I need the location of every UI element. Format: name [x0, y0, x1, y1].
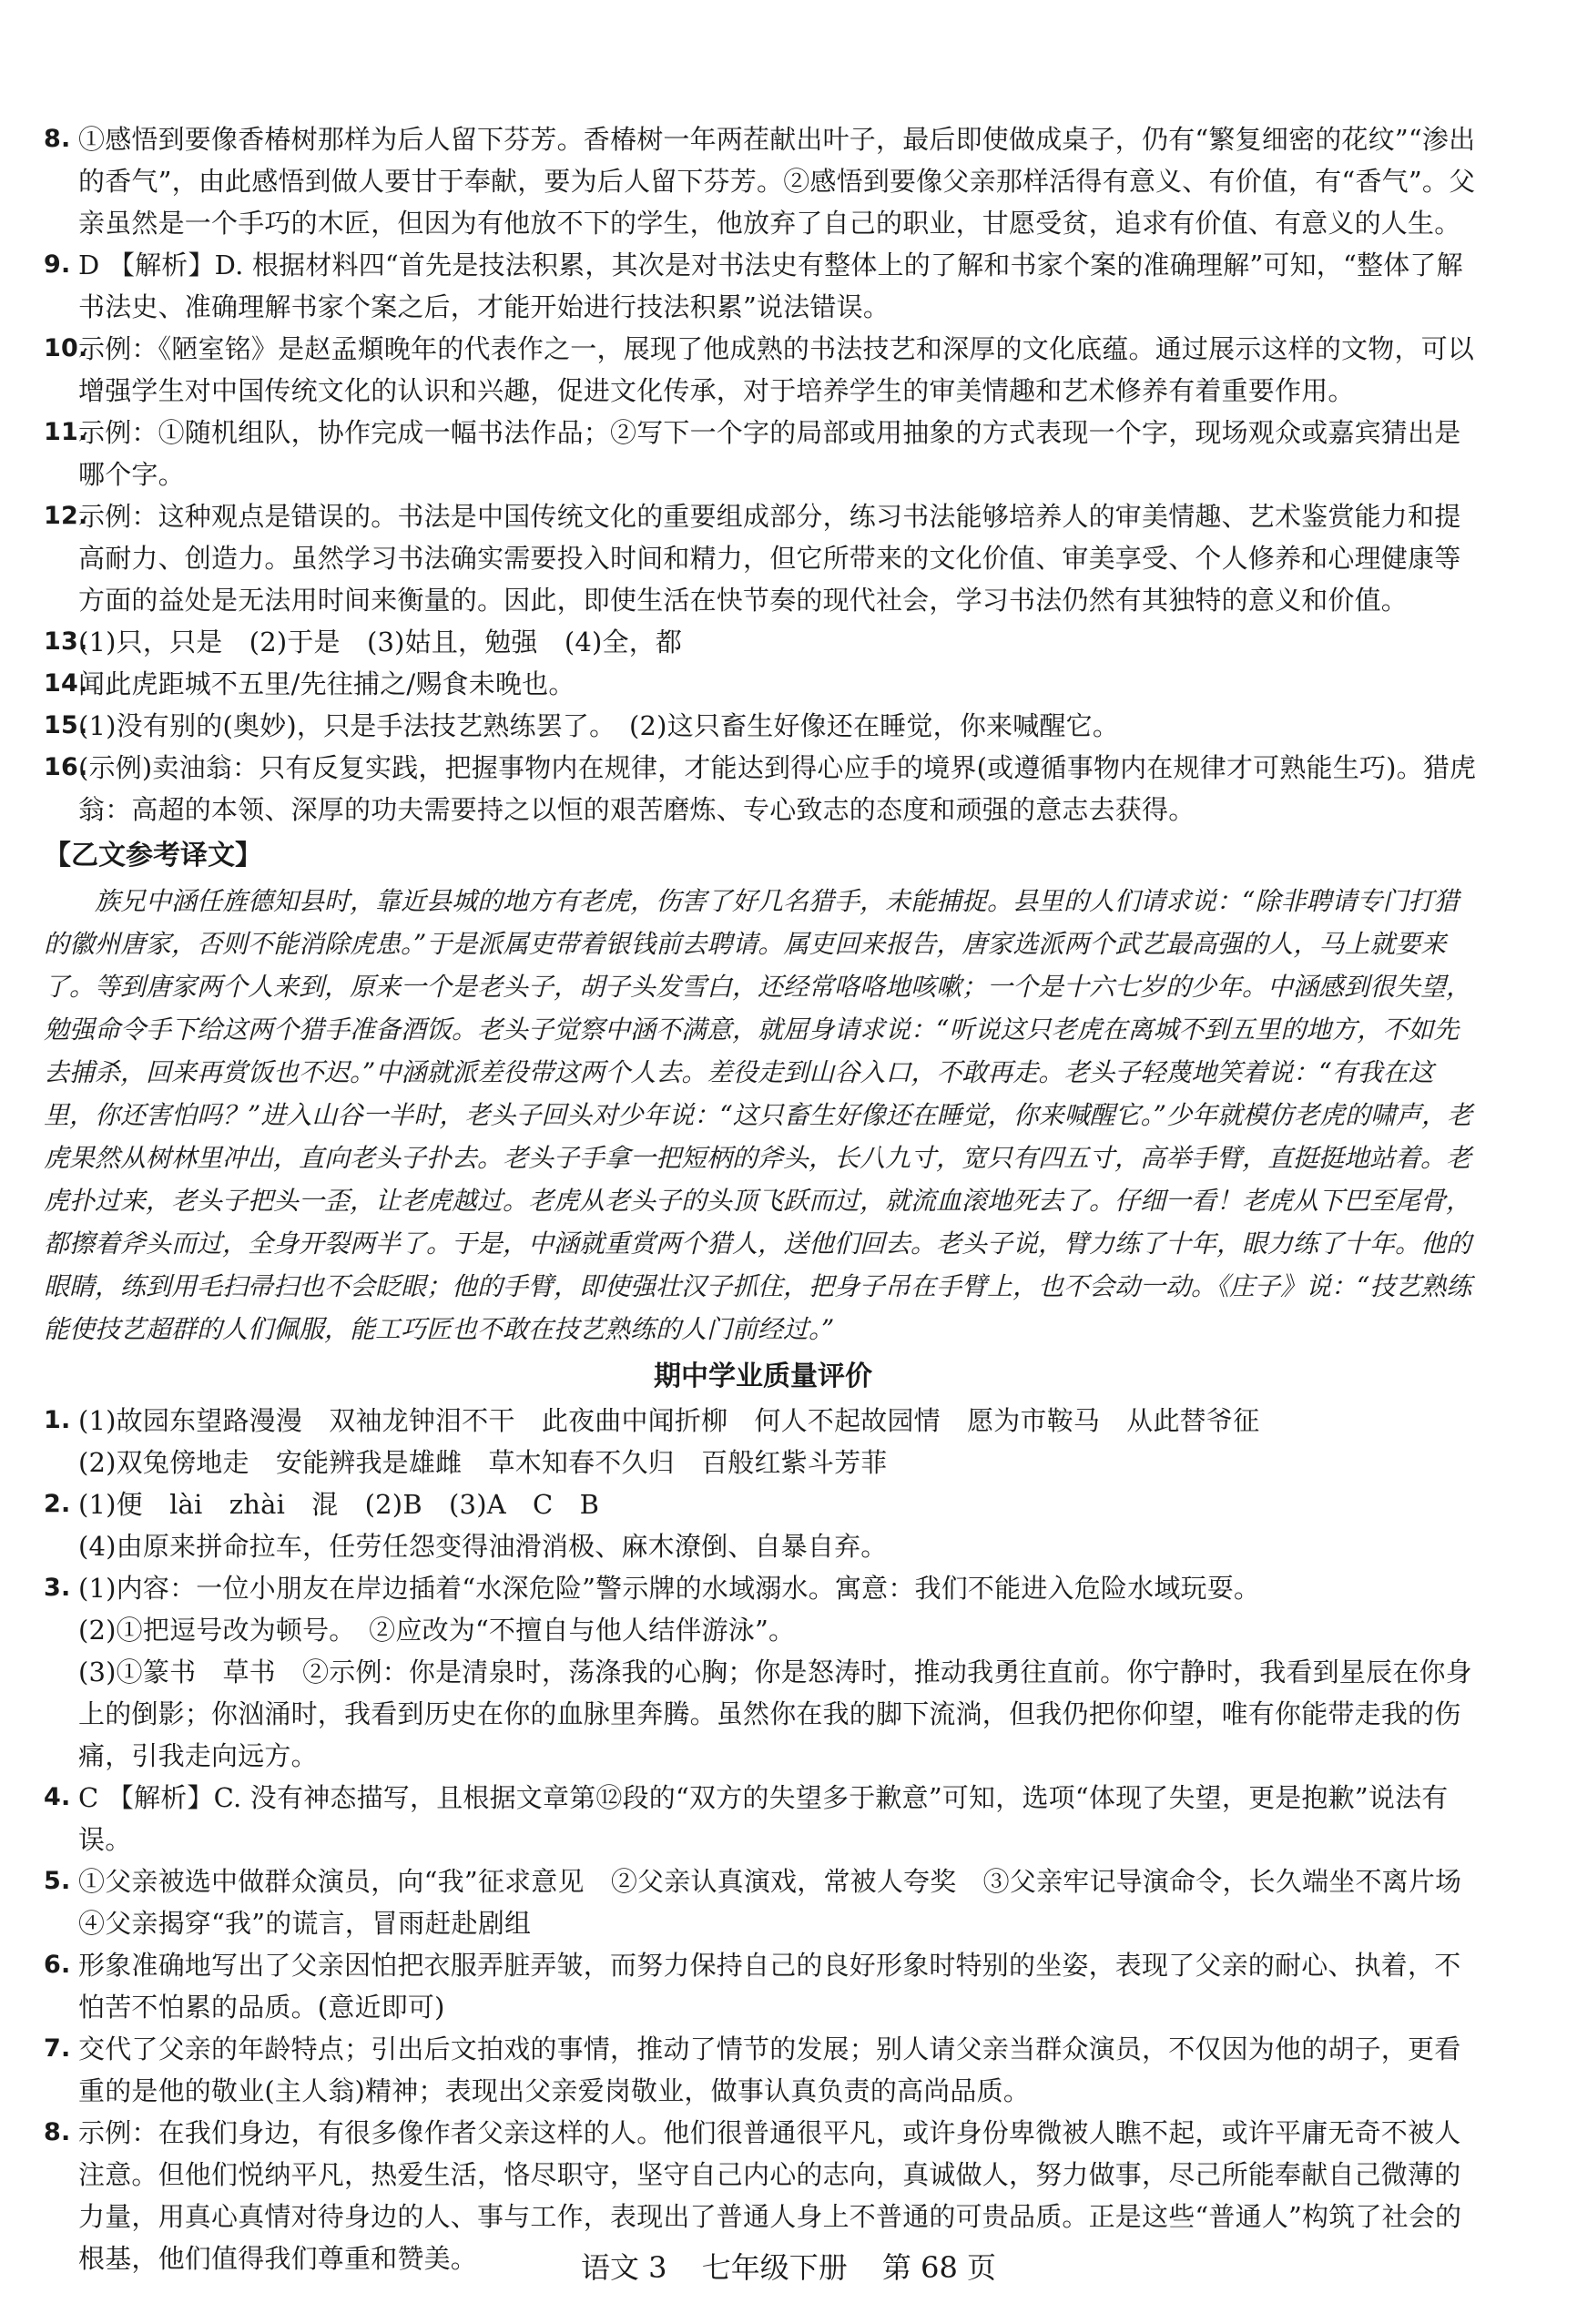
answer-line: ①父亲被选中做群众演员，向“我”征求意见 ②父亲认真演戏，常被人夸奖 ③父亲牢记导演命令，长久端坐不离片场 ④父亲揭穿“我”的谎言，冒雨赶赴剧组	[78, 1866, 1489, 1939]
answer-item	[44, 705, 1482, 747]
answer-text: 示例：这种观点是错误的。书法是中国传统文化的重要组成部分，练习书法能够培养人的审美情趣、艺术鉴赏能力和提高耐力、创造力。虽然学习书法确实需要投入时间和精力，但它所带来的文化价值、审美享受、个人修养和心理健康等方面的益处是无法用时间来衡量的。因此，即使生活在快节奏的现代社会，学习书法仍然有其独特的意义和价值。	[78, 501, 1461, 616]
answer-number: 1.	[44, 1406, 71, 1434]
midterm-title: 期中学业质量评价	[654, 1361, 872, 1392]
answer-number: 8.	[44, 125, 71, 153]
answer-number: 11.	[44, 418, 88, 446]
answer-number: 10.	[44, 334, 88, 362]
answer-item	[44, 621, 1482, 663]
midterm-answer-item	[44, 1860, 1489, 1944]
answer-item	[44, 412, 1482, 495]
answer-number: 4.	[44, 1783, 71, 1811]
answer-number: 5.	[44, 1867, 71, 1895]
answer-item	[44, 663, 1482, 705]
answer-number: 15.	[44, 711, 88, 739]
answer-line: (3)①篆书 草书 ②示例：你是清泉时，荡涤我的心胸；你是怒涛时，推动我勇往直前。你宁静时，我看到星辰在你身上的倒影；你汹涌时，我看到历史在你的血脉里奔腾。虽然你在我的脚下流淌，但我仍把你仰望，唯有你能带走我的伤痛，引我走向远方。	[78, 1656, 1472, 1771]
translation-heading: 【乙文参考译文】	[44, 840, 262, 872]
answer-number: 8.	[44, 2118, 71, 2146]
answer-number: 13.	[44, 627, 88, 656]
page-content	[44, 118, 1489, 2279]
answer-number: 7.	[44, 2034, 71, 2063]
answer-line: (2)①把逗号改为顿号。 ②应改为“不擅自与他人结伴游泳”。	[78, 1615, 796, 1646]
midterm-answer-item	[44, 1400, 1482, 1483]
answer-line: (2)双兔傍地走 安能辨我是雄雌 草木知春不久归 百般红紫斗芳菲	[78, 1447, 888, 1478]
answer-text: 示例：《陋室铭》是赵孟頫晚年的代表作之一，展现了他成熟的书法技艺和深厚的文化底蕴。通过展示这样的文物，可以增强学生对中国传统文化的认识和兴趣，促进文化传承，对于培养学生的审美情趣和艺术修养有着重要作用。	[78, 333, 1475, 406]
answer-line: 交代了父亲的年龄特点；引出后文拍戏的事情，推动了情节的发展；别人请父亲当群众演员，不仅因为他的胡子，更看重的是他的敬业(主人翁)精神；表现出父亲爱岗敬业，做事认真负责的高尚品质。	[78, 2034, 1461, 2106]
page-footer	[0, 2245, 1577, 2287]
answer-line: (1)内容：一位小朋友在岸边插着“水深危险”警示牌的水域溺水。寓意：我们不能进入危险水域玩耍。	[78, 1573, 1261, 1604]
answer-line: (1)便 lài zhài 混 (2)B (3)A C B	[78, 1489, 600, 1520]
answer-number: 9.	[44, 250, 71, 279]
midterm-answer-item	[44, 1777, 1482, 1860]
answer-list-midterm	[44, 1400, 1489, 2279]
answer-item	[44, 747, 1482, 831]
footer-page-number: 第 68 页	[881, 2250, 996, 2285]
answer-text: 闻此虎距城不五里/先往捕之/赐食未晚也。	[78, 668, 575, 699]
answer-text: ①感悟到要像香椿树那样为后人留下芬芳。香椿树一年两茬献出叶子，最后即使做成桌子，仍有“繁复细密的花纹”“渗出的香气”，由此感悟到做人要甘于奉献，要为后人留下芬芳。②感悟到要像父亲那样活得有意义、有价值，有“香气”。父亲虽然是一个手巧的木匠，但因为有他放不下的学生，他放弃了自己的职业，甘愿受贫，追求有价值、有意义的人生。	[78, 124, 1476, 239]
footer-subject: 语文 3	[581, 2250, 667, 2285]
answer-text: 示例：①随机组队，协作完成一幅书法作品；②写下一个字的局部或用抽象的方式表现一个字，现场观众或嘉宾猜出是哪个字。	[78, 417, 1461, 490]
answer-number: 12.	[44, 502, 88, 530]
answer-item	[44, 118, 1482, 244]
midterm-answer-item	[44, 2028, 1482, 2112]
answer-line: (4)由原来拼命拉车，任劳任怨变得油滑消极、麻木潦倒、自暴自弃。	[78, 1531, 888, 1562]
answer-item	[44, 495, 1482, 621]
midterm-answer-item	[44, 1483, 1482, 1567]
answer-line: 形象准确地写出了父亲因怕把衣服弄脏弄皱，而努力保持自己的良好形象时特别的坐姿，表现了父亲的耐心、执着，不怕苦不怕累的品质。(意近即可)	[78, 1950, 1461, 2023]
answer-number: 14.	[44, 669, 88, 698]
answer-list-reading	[44, 118, 1482, 831]
translation-text: 族兄中涵任旌德知县时，靠近县城的地方有老虎，伤害了好几名猎手，未能捕捉。县里的人们请求说：“除非聘请专门打猎的徽州唐家，否则不能消除虎患。”于是派属吏带着银钱前去聘请。属吏回来报告，唐家选派两个武艺最高强的人，马上就要来了。等到唐家两个人来到，原来一个是老头子，胡子头发雪白，还经常咯咯地咳嗽；一个是十六七岁的少年。中涵感到很失望，勉强命令手下给这两个猎手准备酒饭。老头子觉察中涵不满意，就屈身请求说：“听说这只老虎在离城不到五里的地方，不如先去捕杀，回来再赏饭也不迟。”中涵就派差役带这两个人去。差役走到山谷入口，不敢再走。老头子轻蔑地笑着说：“有我在这里，你还害怕吗？”进入山谷一半时，老头子回头对少年说：“这只畜生好像还在睡觉，你来喊醒它。”少年就模仿老虎的啸声，老虎果然从树林里冲出，直向老头子扑去。老头子手拿一把短柄的斧头，长八九寸，宽只有四五寸，高举手臂，直挺挺地站着。老虎扑过来，老头子把头一歪，让老虎越过。老虎从老头子的头顶飞跃而过，就流血滚地死去了。仔细一看！老虎从下巴至尾骨，都擦着斧头而过，全身开裂两半了。于是，中涵就重赏两个猎人，送他们回去。老头子说，臂力练了十年，眼力练了十年。他的眼睛，练到用毛扫帚扫也不会眨眼；他的手臂，即使强壮汉子抓住，把身子吊在手臂上，也不会动一动。《庄子》说：“技艺熟练能使技艺超群的人们佩服，能工巧匠也不敢在技艺熟练的人门前经过。”	[44, 886, 1472, 1344]
answer-number: 3.	[44, 1574, 71, 1602]
midterm-answer-item	[44, 1944, 1482, 2028]
midterm-answer-item	[44, 1567, 1482, 1777]
answer-line: 示例：在我们身边，有很多像作者父亲这样的人。他们很普通很平凡，或许身份卑微被人瞧不起，或许平庸无奇不被人注意。但他们悦纳平凡，热爱生活，恪尽职守，坚守自己内心的志向，真诚做人，努力做事，尽己所能奉献自己微薄的力量，用真心真情对待身边的人、事与工作，表现出了普通人身上不普通的可贵品质。正是这些“普通人”构筑了社会的根基，他们值得我们尊重和赞美。	[78, 2117, 1462, 2274]
answer-line: (1)故园东望路漫漫 双袖龙钟泪不干 此夜曲中闻折柳 何人不起故园情 愿为市鞍马 从此替爷征	[78, 1405, 1260, 1436]
answer-text: (1)只，只是 (2)于是 (3)姑且，勉强 (4)全，都	[78, 627, 683, 657]
answer-number: 2.	[44, 1490, 71, 1518]
answer-number: 6.	[44, 1951, 71, 1979]
answer-text: D 【解析】D. 根据材料四“首先是技法积累，其次是对书法史有整体上的了解和书家个案的准确理解”可知，“整体了解书法史、准确理解书家个案之后，才能开始进行技法积累”说法错误。	[78, 250, 1463, 322]
answer-text: (示例)卖油翁：只有反复实践，把握事物内在规律，才能达到得心应手的境界(或遵循事物内在规律才可熟能生巧)。猎虎翁：高超的本领、深厚的功夫需要持之以恒的艰苦磨炼、专心致志的态度和顽强的意志去获得。	[78, 752, 1477, 825]
answer-text: (1)没有别的(奥妙)，只是手法技艺熟练罢了。 (2)这只畜生好像还在睡觉，你来喊醒它。	[78, 710, 1120, 741]
answer-number: 16.	[44, 753, 88, 781]
answer-item	[44, 244, 1482, 328]
answer-line: C 【解析】C. 没有神态描写，且根据文章第⑫段的“双方的失望多于歉意”可知，选项“体现了失望，更是抱歉”说法有误。	[78, 1782, 1449, 1855]
answer-item	[44, 328, 1482, 412]
footer-grade: 七年级下册	[701, 2250, 848, 2285]
